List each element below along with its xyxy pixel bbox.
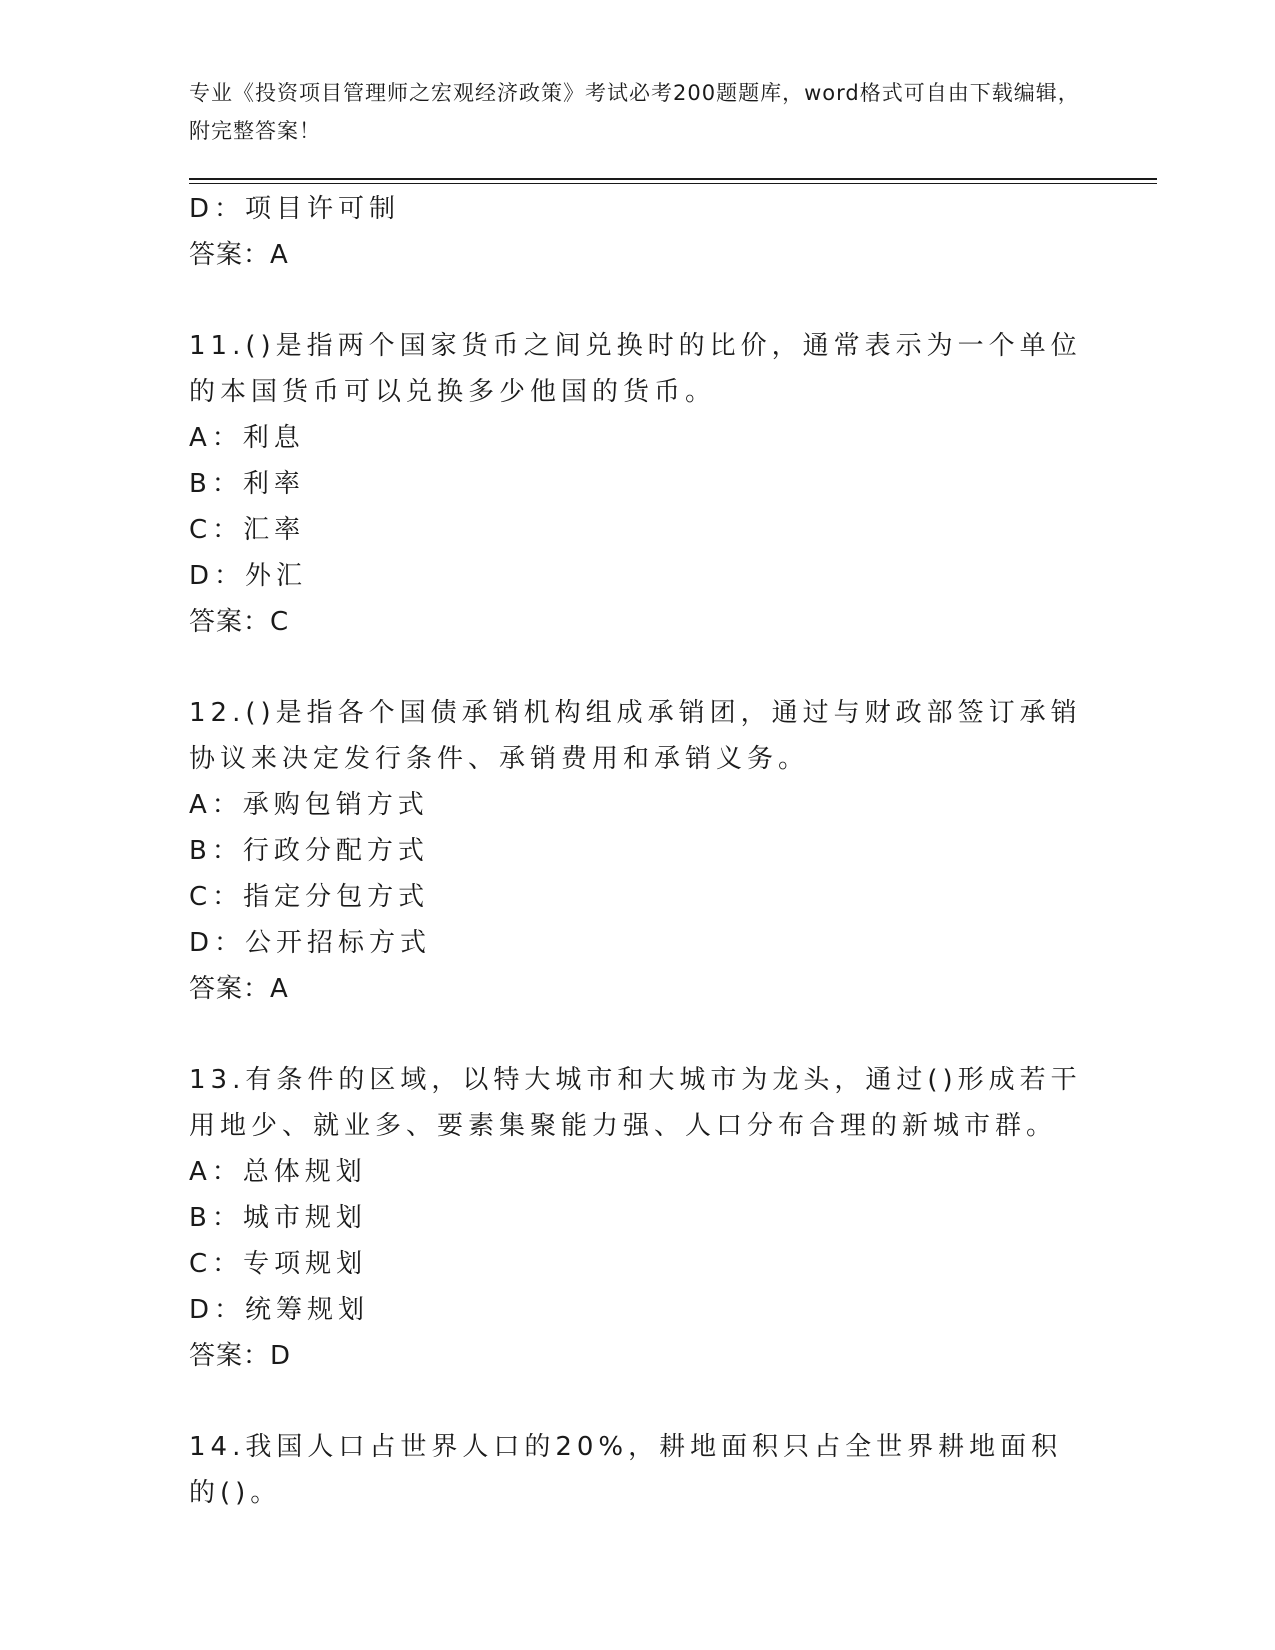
question-stem: 13.有条件的区域，以特大城市和大城市为龙头，通过()形成若干用地少、就业多、要素集聚能力强、人口分布合理的新城市群。 [189, 1065, 1082, 1141]
answer-line: 答案：A [189, 240, 289, 270]
option-a: A：承购包销方式 [189, 790, 429, 820]
answer-line: 答案：A [189, 974, 289, 1004]
option-d: D：项目许可制 [189, 194, 401, 224]
header-rule-thick [189, 178, 1157, 180]
answer-line: 答案：C [189, 607, 290, 637]
question-stem: 11.()是指两个国家货币之间兑换时的比价，通常表示为一个单位的本国货币可以兑换多少他国的货币。 [189, 331, 1082, 407]
question-stem: 12.()是指各个国债承销机构组成承销团，通过与财政部签订承销协议来决定发行条件、承销费用和承销义务。 [189, 698, 1082, 774]
option-b: B：城市规划 [189, 1203, 367, 1233]
option-d: D：公开招标方式 [189, 928, 432, 958]
carryover-block [189, 186, 1089, 278]
header-rule-thin [189, 183, 1157, 184]
option-c: C：汇率 [189, 515, 306, 545]
option-a: A：总体规划 [189, 1157, 367, 1187]
option-d: D：外汇 [189, 561, 308, 591]
page-header: 专业《投资项目管理师之宏观经济政策》考试必考200题题库，word格式可自由下载编辑，附完整答案！ [189, 81, 1080, 143]
question-12 [189, 690, 1089, 1012]
option-b: B：行政分配方式 [189, 836, 429, 866]
question-content [189, 186, 1089, 1561]
option-c: C：专项规划 [189, 1249, 368, 1279]
option-b: B：利率 [189, 469, 305, 499]
option-a: A：利息 [189, 423, 305, 453]
option-d: D：统筹规划 [189, 1295, 370, 1325]
question-13 [189, 1057, 1089, 1379]
answer-line: 答案：D [189, 1341, 292, 1371]
question-stem: 14.我国人口占世界人口的20%，耕地面积只占全世界耕地面积的()。 [189, 1432, 1063, 1508]
question-14 [189, 1424, 1089, 1516]
question-11 [189, 323, 1089, 645]
option-c: C：指定分包方式 [189, 882, 430, 912]
